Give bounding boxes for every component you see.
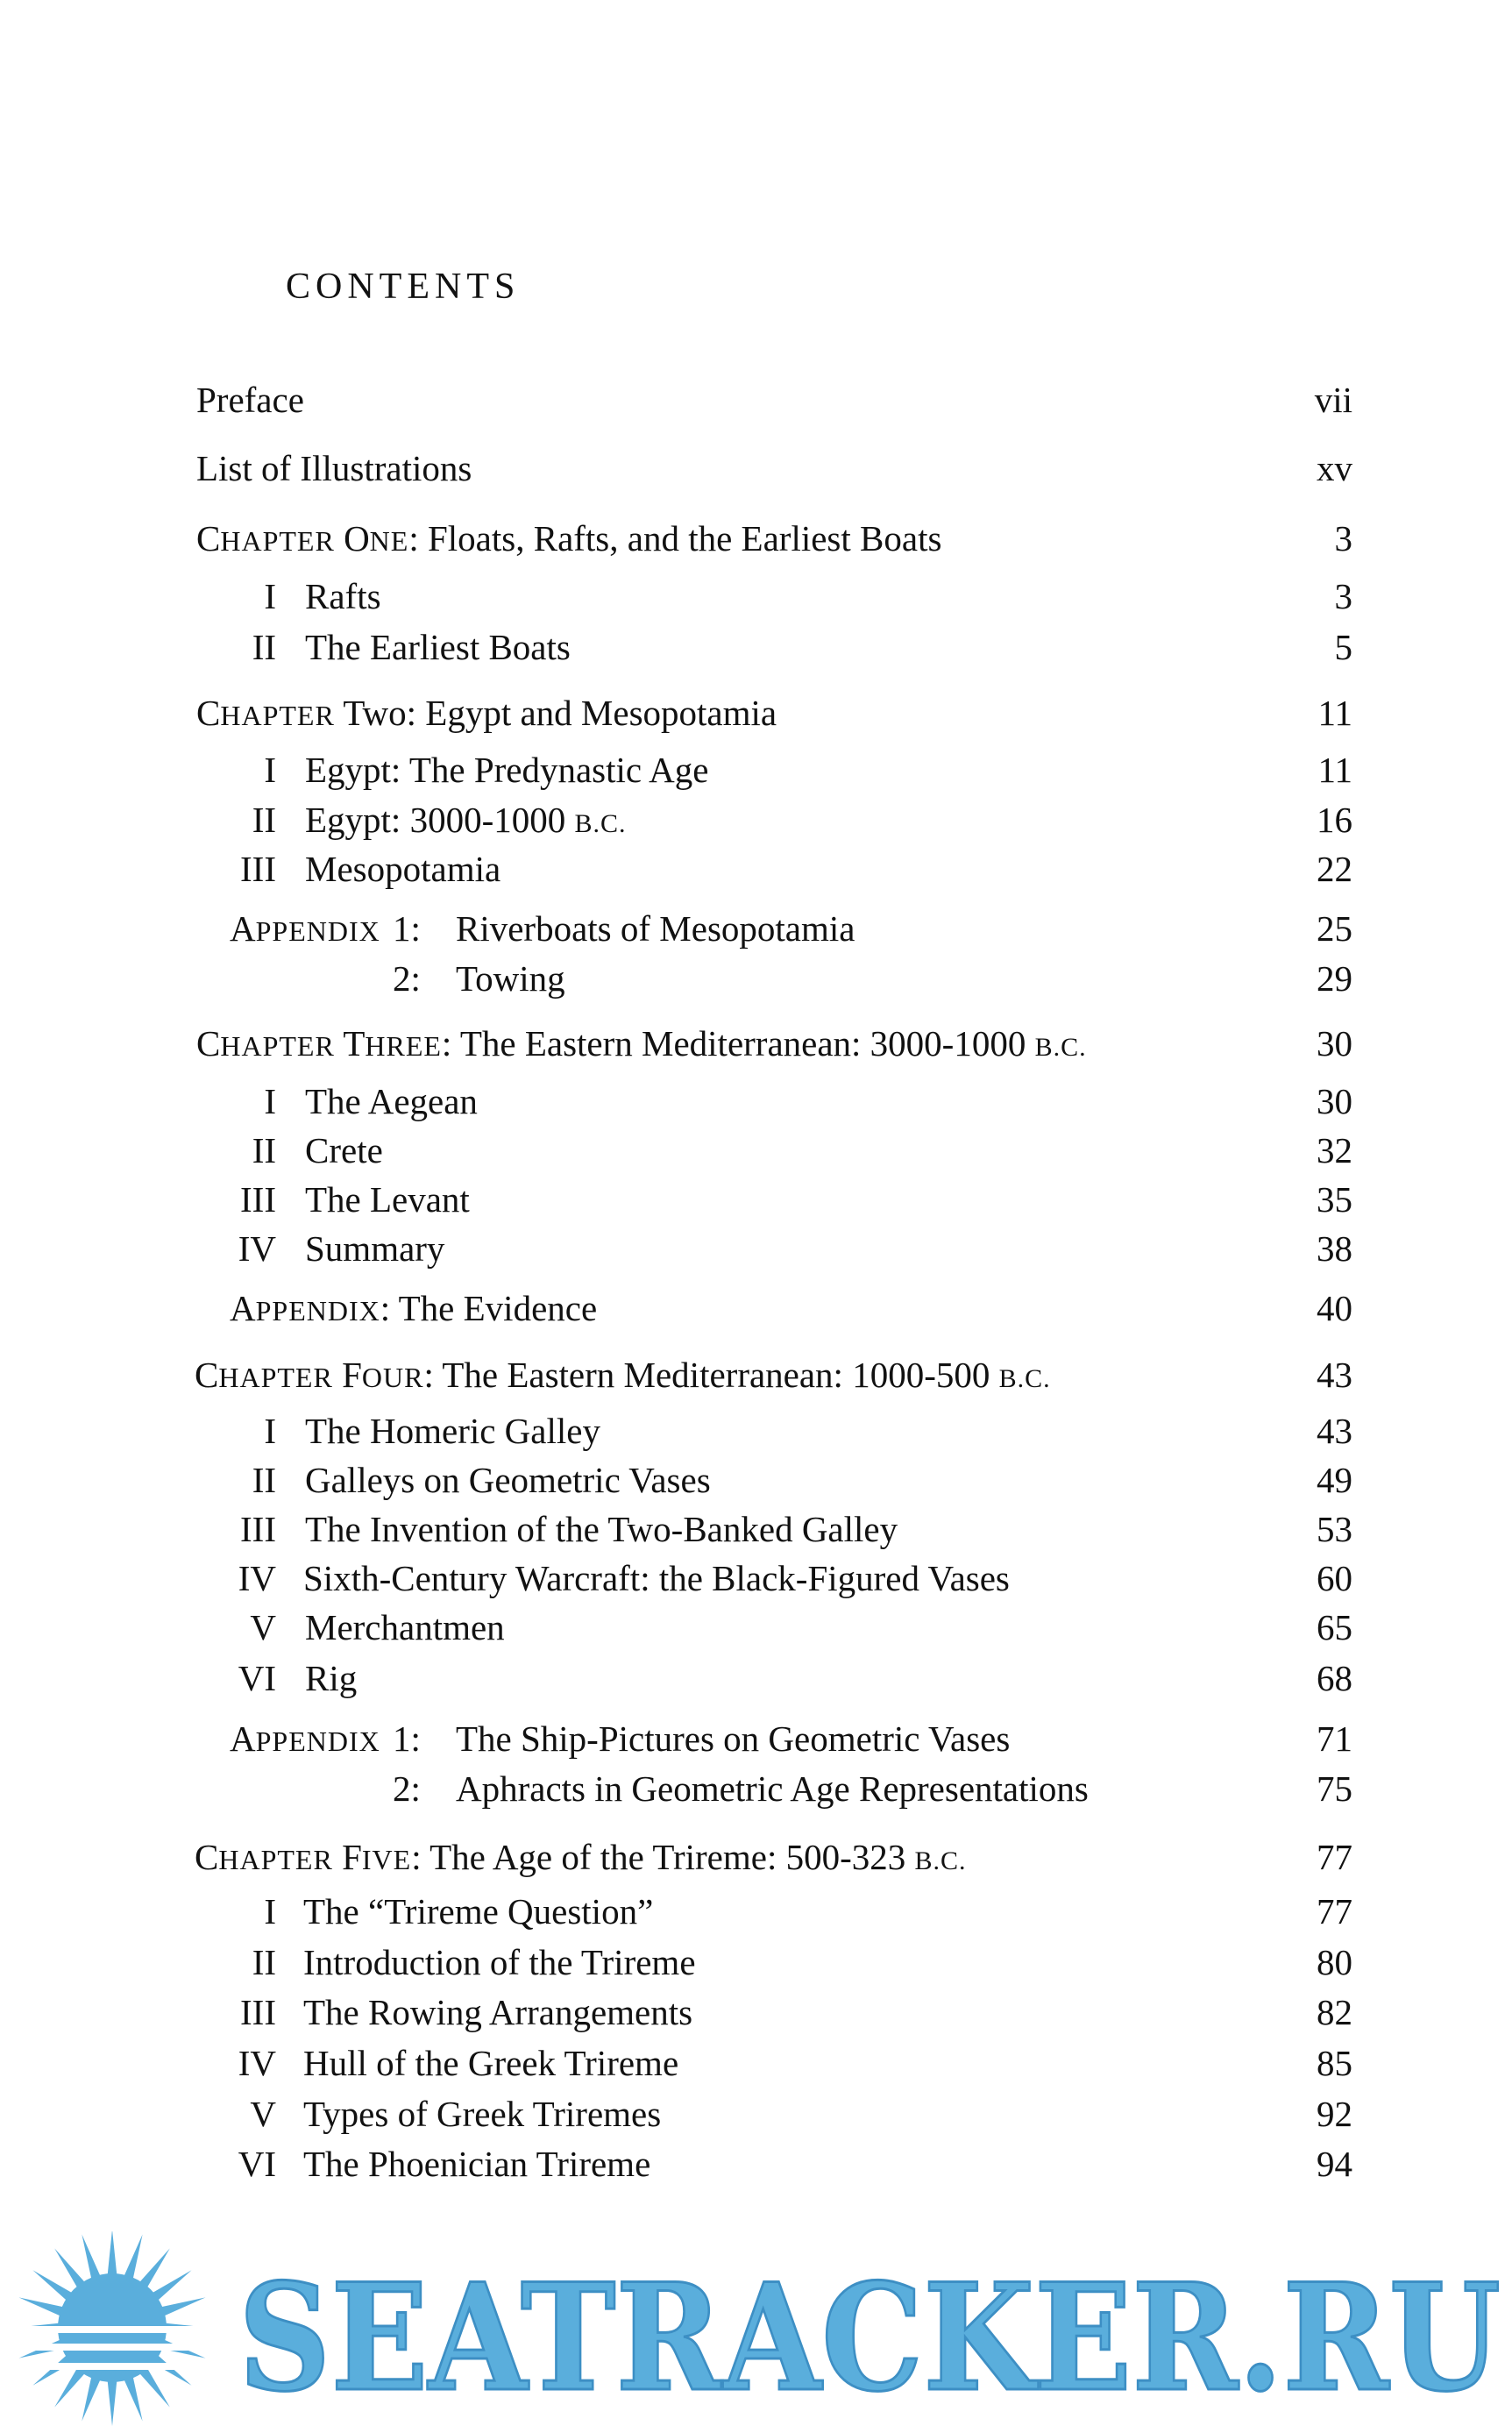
section-title: The “Trireme Question” (303, 1891, 654, 1931)
entry-page: xv (1317, 448, 1352, 488)
sun-ray (152, 2355, 191, 2386)
section-number: IV (238, 1558, 276, 1598)
sun-logo-icon (0, 2231, 228, 2426)
entry-page: 35 (1317, 1179, 1352, 1220)
section-number: VI (238, 1658, 276, 1698)
section-title: The Phoenician Trireme (303, 2144, 651, 2184)
entry-page: 60 (1317, 1558, 1352, 1598)
section-title: Galleys on Geometric Vases (305, 1460, 711, 1500)
toc-entry-section[interactable] (0, 2038, 1512, 2088)
toc-entry-appendix[interactable] (0, 1714, 1512, 1763)
section-number: III (240, 1992, 276, 2032)
section-title: Rig (305, 1658, 358, 1698)
entry-label: List of Illustrations (196, 448, 472, 488)
section-title: Summary (305, 1228, 445, 1269)
sun-ray (82, 2235, 100, 2280)
entry-page: 16 (1317, 800, 1352, 840)
entry-page: 85 (1317, 2043, 1352, 2083)
section-number: I (264, 750, 276, 790)
section-title: Sixth-Century Warcraft: the Black-Figured Vases (303, 1558, 1010, 1598)
page-title: CONTENTS (286, 267, 521, 307)
section-title: The Homeric Galley (305, 1411, 600, 1451)
toc-entry-section[interactable] (0, 2089, 1512, 2138)
sun-ray (139, 2248, 170, 2287)
sun-ray (54, 2248, 85, 2287)
toc-entry-section[interactable] (0, 1887, 1512, 1936)
section-number: V (250, 2094, 276, 2134)
section-title: The Aegean (305, 1081, 478, 1121)
toc-entry-preface[interactable] (0, 375, 1512, 424)
toc-entry-section[interactable] (0, 2139, 1512, 2188)
toc-entry-section[interactable] (0, 844, 1512, 893)
section-number: I (264, 1411, 276, 1451)
section-title: Rafts (305, 576, 381, 616)
sun-ray (82, 2376, 100, 2421)
toc-entry-section[interactable] (0, 572, 1512, 621)
entry-page: 43 (1317, 1355, 1352, 1395)
section-number: I (264, 1081, 276, 1121)
section-title: Merchantmen (305, 1607, 505, 1647)
entry-page: 3 (1334, 518, 1352, 558)
section-number: IV (238, 1228, 276, 1269)
entry-page: 29 (1317, 958, 1352, 999)
appendix-label: APPENDIX (230, 1718, 380, 1759)
appendix-number: 2: (393, 958, 421, 999)
chapter-title: CHAPTER FIVE: The Age of the Trireme: 500-323 B.C. (195, 1837, 967, 1877)
appendix-number: 1: (393, 1718, 421, 1759)
section-title: Introduction of the Trireme (303, 1942, 696, 1982)
section-title: Mesopotamia (305, 849, 501, 889)
watermark-text: SEATRACKER.RU (238, 2251, 1501, 2424)
entry-page: 77 (1317, 1837, 1352, 1877)
entry-page: 11 (1317, 693, 1352, 733)
sun-ray (160, 2297, 205, 2316)
entry-page: 65 (1317, 1607, 1352, 1647)
entry-page: 30 (1317, 1081, 1352, 1121)
toc-entry-appendix[interactable] (0, 904, 1512, 953)
watermark (0, 2231, 1512, 2433)
toc-entry-section[interactable] (0, 1505, 1512, 1554)
toc-entry-appendix[interactable] (0, 1764, 1512, 1813)
section-number: II (252, 1942, 276, 1982)
appendix-label: APPENDIX (230, 908, 380, 949)
section-number: I (264, 576, 276, 616)
sun-ray (108, 2380, 117, 2426)
appendix-title: Aphracts in Geometric Age Representations (456, 1768, 1089, 1809)
sun-ray (54, 2367, 85, 2407)
entry-page: 22 (1317, 849, 1352, 889)
section-title: Crete (305, 1130, 383, 1170)
entry-page: 75 (1317, 1768, 1352, 1809)
toc-entry-list-of-illustrations[interactable] (0, 444, 1512, 493)
entry-page: 92 (1317, 2094, 1352, 2134)
entry-page: 68 (1317, 1658, 1352, 1698)
entry-page: 49 (1317, 1460, 1352, 1500)
entry-page: 5 (1334, 627, 1352, 667)
chapter-heading-three[interactable] (0, 1019, 1512, 1068)
toc-entry-appendix[interactable] (0, 954, 1512, 1003)
toc-entry-section[interactable] (0, 1224, 1512, 1273)
section-number: II (252, 627, 276, 667)
section-number: II (252, 1130, 276, 1170)
section-title: The Rowing Arrangements (303, 1992, 693, 2032)
entry-page: 82 (1317, 1992, 1352, 2032)
chapter-heading-five[interactable] (0, 1832, 1512, 1882)
appendix-label: APPENDIX: The Evidence (230, 1288, 598, 1328)
section-title: The Invention of the Two-Banked Galley (305, 1509, 898, 1549)
sun-ray (124, 2235, 142, 2280)
chapter-title: CHAPTER Two: Egypt and Mesopotamia (196, 693, 777, 733)
entry-page: 71 (1317, 1718, 1352, 1759)
chapter-title: CHAPTER FOUR: The Eastern Mediterranean: 1000-500 B.C. (195, 1355, 1051, 1395)
entry-page: 25 (1317, 908, 1352, 949)
entry-page: 3 (1334, 576, 1352, 616)
appendix-title: Riverboats of Mesopotamia (456, 908, 855, 949)
section-number: III (240, 849, 276, 889)
toc-entry-section[interactable] (0, 622, 1512, 672)
toc-entry-section[interactable] (0, 1554, 1512, 1603)
entry-page: 40 (1317, 1288, 1352, 1328)
sun-ray (139, 2367, 170, 2407)
appendix-number: 1: (393, 908, 421, 949)
entry-page: 38 (1317, 1228, 1352, 1269)
entry-page: 94 (1317, 2144, 1352, 2184)
entry-page: 77 (1317, 1891, 1352, 1931)
entry-page: 32 (1317, 1130, 1352, 1170)
sun-ray (152, 2270, 191, 2301)
toc-entry-section[interactable] (0, 1175, 1512, 1224)
chapter-heading-two[interactable] (0, 688, 1512, 737)
sun-ray (19, 2297, 64, 2316)
section-number: III (240, 1179, 276, 1220)
section-title: Egypt: The Predynastic Age (305, 750, 709, 790)
entry-page: 11 (1317, 750, 1352, 790)
entry-page: vii (1314, 380, 1352, 420)
section-number: I (264, 1891, 276, 1931)
toc-entry-section[interactable] (0, 745, 1512, 794)
section-title: The Earliest Boats (305, 627, 571, 667)
section-number: II (252, 800, 276, 840)
sun-ray (32, 2355, 72, 2386)
toc-entry-section[interactable] (0, 1988, 1512, 2037)
section-number: IV (238, 2043, 276, 2083)
sun-ray (108, 2231, 117, 2275)
chapter-title: CHAPTER THREE: The Eastern Mediterranean: 3000-1000 B.C. (196, 1023, 1087, 1064)
toc-entry-section[interactable] (0, 1455, 1512, 1505)
chapter-title: CHAPTER ONE: Floats, Rafts, and the Earliest Boats (196, 518, 942, 558)
section-number: II (252, 1460, 276, 1500)
toc-entry-section[interactable] (0, 1938, 1512, 1987)
section-title: Egypt: 3000-1000 B.C. (305, 800, 627, 840)
section-number: V (250, 1607, 276, 1647)
entry-label: Preface (196, 380, 304, 420)
toc-entry-section[interactable] (0, 1654, 1512, 1703)
toc-entry-section[interactable] (0, 795, 1512, 844)
toc-entry-appendix[interactable] (0, 1284, 1512, 1333)
toc-entry-section[interactable] (0, 1077, 1512, 1126)
entry-page: 30 (1317, 1023, 1352, 1064)
appendix-number: 2: (393, 1768, 421, 1809)
toc-entry-section[interactable] (0, 1406, 1512, 1455)
section-title: Hull of the Greek Trireme (303, 2043, 679, 2083)
section-number: VI (238, 2144, 276, 2184)
section-number: III (240, 1509, 276, 1549)
entry-page: 43 (1317, 1411, 1352, 1451)
appendix-title: The Ship-Pictures on Geometric Vases (456, 1718, 1011, 1759)
entry-page: 53 (1317, 1509, 1352, 1549)
entry-page: 80 (1317, 1942, 1352, 1982)
toc-entry-section[interactable] (0, 1126, 1512, 1175)
chapter-heading-four[interactable] (0, 1350, 1512, 1399)
appendix-title: Towing (456, 958, 565, 999)
sun-ray (32, 2270, 72, 2301)
section-title: Types of Greek Triremes (303, 2094, 662, 2134)
toc-entry-section[interactable] (0, 1603, 1512, 1652)
sun-ray (124, 2376, 142, 2421)
chapter-heading-one[interactable] (0, 514, 1512, 563)
section-title: The Levant (305, 1179, 470, 1220)
